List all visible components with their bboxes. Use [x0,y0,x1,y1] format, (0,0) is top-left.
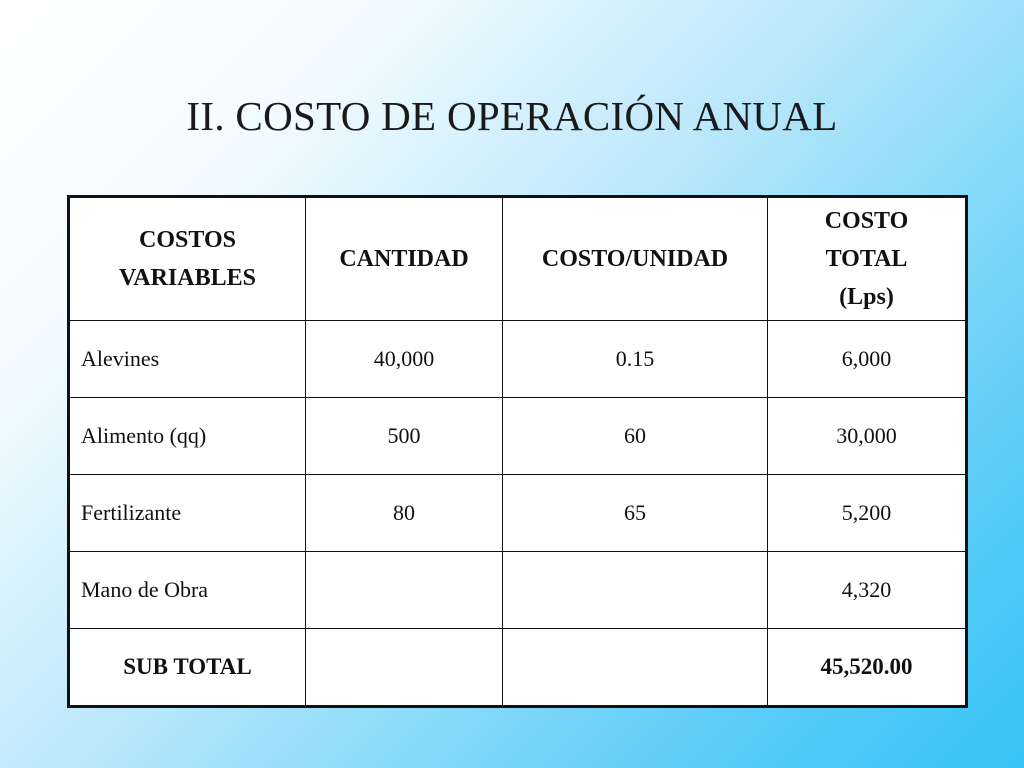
subtotal-value: 45,520.00 [768,629,967,707]
subtotal-empty-cantidad [306,629,503,707]
cell-item: Alimento (qq) [69,398,306,475]
cell-costo-total: 6,000 [768,321,967,398]
header-costos-variables: COSTOS VARIABLES [69,197,306,321]
cell-item: Mano de Obra [69,552,306,629]
table-row [69,552,967,629]
subtotal-row [69,629,967,707]
cell-costo-total: 30,000 [768,398,967,475]
cell-cantidad [306,552,503,629]
header-costo-total: COSTO TOTAL (Lps) [768,197,967,321]
cell-item: Alevines [69,321,306,398]
cost-table [67,195,968,708]
cell-costo-total: 5,200 [768,475,967,552]
table-row [69,398,967,475]
subtotal-label: SUB TOTAL [69,629,306,707]
cell-costo-unidad [503,552,768,629]
cell-costo-unidad: 0.15 [503,321,768,398]
table-header-row [69,197,967,321]
header-cantidad: CANTIDAD [306,197,503,321]
cell-costo-unidad: 65 [503,475,768,552]
cell-item: Fertilizante [69,475,306,552]
table-row [69,321,967,398]
cell-costo-unidad: 60 [503,398,768,475]
cell-cantidad: 40,000 [306,321,503,398]
table-row [69,475,967,552]
subtotal-empty-costo-unidad [503,629,768,707]
slide-title: II. COSTO DE OPERACIÓN ANUAL [186,93,838,139]
header-costo-unidad: COSTO/UNIDAD [503,197,768,321]
cell-cantidad: 500 [306,398,503,475]
cell-cantidad: 80 [306,475,503,552]
cell-costo-total: 4,320 [768,552,967,629]
